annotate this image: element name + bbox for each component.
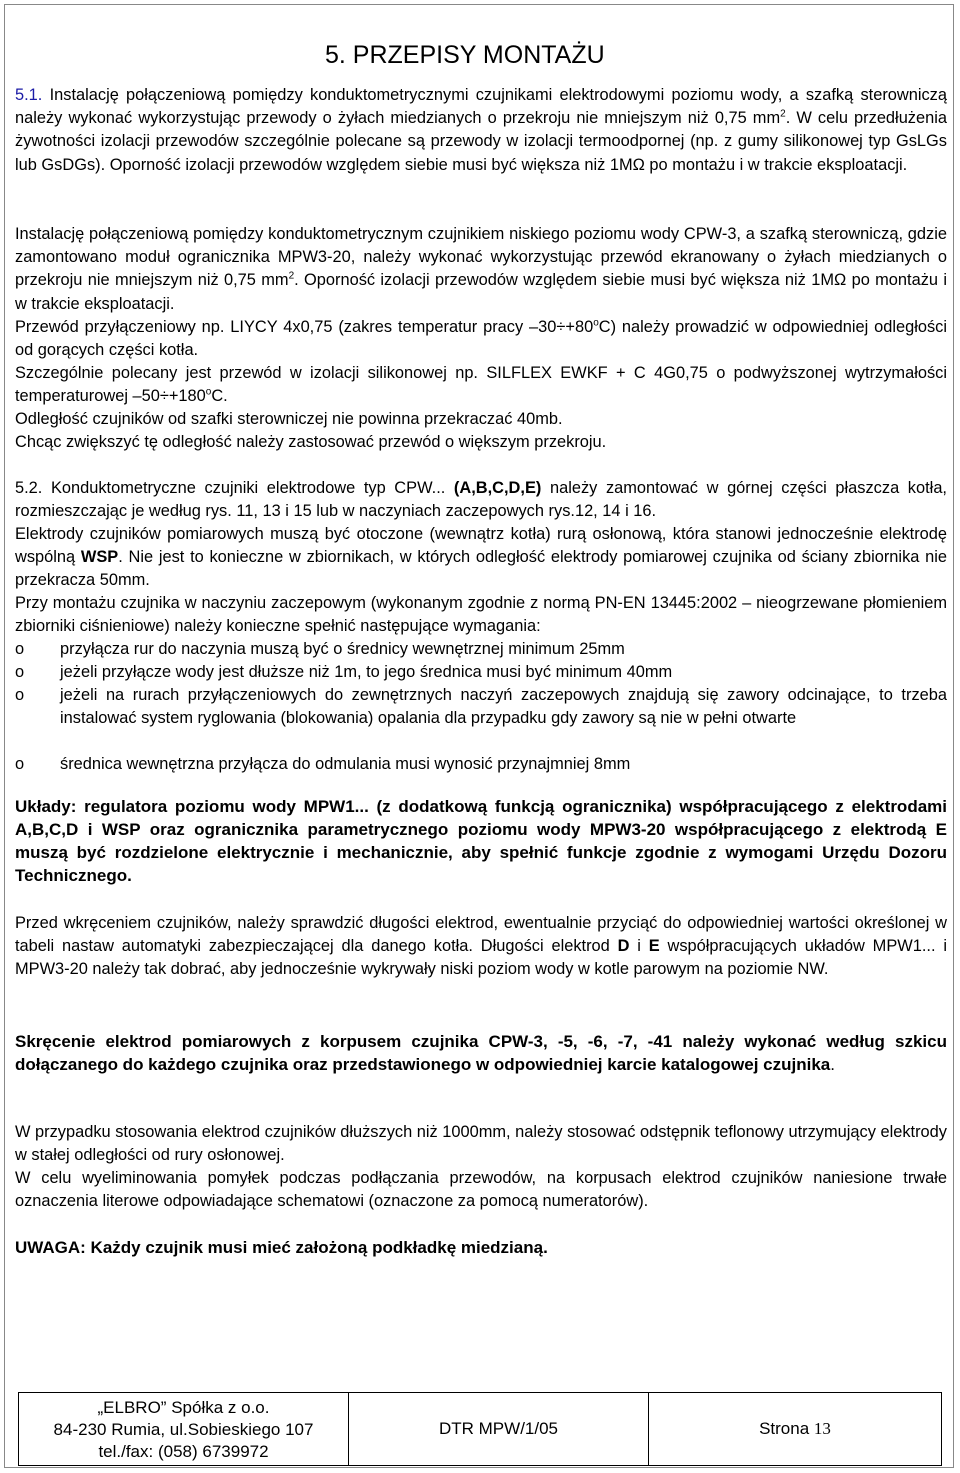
paragraph-text: . Oporność izolacji przewodów względem siebie musi być większa niż 1MΩ po montażu i w trakcie eksploatacji. — [15, 271, 947, 313]
list-item-text: przyłącza rur do naczynia muszą być o średnicy wewnętrznej minimum 25mm — [60, 640, 625, 658]
paragraph-text: współpracujących układów MPW1... i MPW3-20 należy tak dobrać, aby jednocześnie wykrywały niski poziom wody w kotle parowym na poziomie NW. — [15, 937, 947, 979]
paragraph-spacer: W przypadku stosowania elektrod czujników dłuższych niż 1000mm, należy stosować odstępnik teflonowy utrzymujący elektrody w stałej odległości od rury osłonowej. — [15, 1123, 947, 1165]
bullet-icon: o — [15, 686, 25, 704]
superscript: o — [205, 386, 212, 398]
paragraph-text: Instalację połączeniową pomiędzy konduktometrycznym czujnikiem niskiego poziomu wody CPW-3, a szafką sterowniczą, gdzie zamontowano moduł ogranicznika MPW3-20, należy wykonać wykorzystując przewód ekranowany o żyłach miedzianych o przekroju nie mniejszym niż 0,75 mm — [15, 225, 947, 290]
superscript: o — [593, 317, 599, 329]
bold-text: (A,B,C,D,E) — [453, 479, 542, 497]
document-code: DTR MPW/1/05 — [438, 1419, 559, 1438]
paragraph-distance: Odległość czujników od szafki sterowniczej nie powinna przekraczać 40mb. — [15, 410, 563, 428]
footer-doc-cell — [349, 1393, 649, 1465]
section-title: 5. PRZEPISY MONTAŻU — [325, 41, 605, 69]
paragraph-text: . — [830, 1055, 835, 1074]
paragraph-text: . Nie jest to konieczne w zbiornikach, w których odległość elektrody pomiarowej czujnika od ściany zbiornika nie przekracza 50mm. — [15, 548, 947, 590]
company-address: 84-230 Rumia, ul.Sobieskiego 107 — [53, 1420, 314, 1439]
paragraph-text: należy zamontować w górnej części płaszcza kotła, rozmieszczając je według rys. 11, 13 i 15 lub w naczyniach zaczepowych rys.12, 14 i 16. — [15, 479, 947, 521]
page-number: 13 — [813, 1419, 831, 1438]
paragraph-text: C. — [211, 387, 228, 406]
paragraph-text: 5.2. Konduktometryczne czujniki elektrodowe typ CPW... — [15, 479, 454, 497]
warning-note: UWAGA: Każdy czujnik musi mieć założoną podkładkę miedzianą. — [15, 1238, 548, 1257]
list-item-text: jeżeli przyłącze wody jest dłuższe niż 1m, to jego średnica musi być minimum 40mm — [60, 663, 673, 681]
paragraph-electrode-length — [15, 912, 947, 982]
paragraph-systems-bold: Układy: regulatora poziomu wody MPW1... (z dodatkową funkcją ogranicznika) współpracującego z elektrodami A,B,C,D i WSP oraz ogranicznika parametrycznego poziomu wody MPW3-20 współpracującego z elektrodą E muszą być rozdzielone elektrycznie i mechanicznie, aby spełnić funkcje zgodnie z wymogami Urzędu Dozoru Technicznego. — [15, 797, 947, 885]
paragraph-silflex — [15, 362, 947, 408]
paragraph-electrodes — [15, 523, 947, 593]
superscript: 2 — [780, 108, 786, 120]
list-item-text: średnica wewnętrzna przyłącza do odmulania musi wynosić przynajmniej 8mm — [60, 755, 631, 773]
paragraph-text: . W celu przedłużenia żywotności izolacji przewodów szczególnie polecane są przewody w izolacji termoodpornej (np. z gumy silikonowej typ GsLGs lub GsDGs). Oporność izolacji przewodów względem siebie musi być większa niż 1MΩ po montażu i w trakcie eksploatacji. — [15, 109, 947, 174]
paragraph-cross-section: Chcąc zwiększyć tę odległość należy zastosować przewód o większym przekroju. — [15, 433, 607, 451]
bullet-icon: o — [15, 640, 25, 658]
bold-text: WSP — [80, 548, 119, 567]
paragraph-requirements: Przy montażu czujnika w naczyniu zaczepowym (wykonanym zgodnie z normą PN-EN 13445:2002 – nieogrzewane płomieniem zbiorniki ciśnieniowe) należy konieczne spełnić następujące wymagania: — [15, 594, 947, 636]
paragraph-text: C) należy prowadzić w odpowiedniej odległości od gorących części kotła. — [15, 318, 947, 360]
paragraph-cpw3-wiring — [15, 223, 947, 316]
bullet-icon: o — [15, 663, 25, 681]
paragraph-text: Instalację połączeniową pomiędzy konduktometrycznymi czujnikami elektrodowymi poziomu wody, a szafką sterowniczą należy wykonać wykorzystując przewody o żyłach miedzianych o przekroju nie mniejszym niż 0,75 mm — [15, 86, 947, 128]
paragraph-text: Szczególnie polecany jest przewód w izolacji silikonowej np. SILFLEX EWKF + C 4G0,75 o podwyższonej wytrzymałości temperaturowej –50÷+180 — [15, 364, 947, 406]
paragraph-markings: W celu wyeliminowania pomyłek podczas podłączania przewodów, na korpusach elektrod czujników naniesione trwałe oznaczenia literowe odpowiadające schematowi (oznaczone za pomocą numeratorów). — [15, 1169, 947, 1211]
paragraph-cable-liycy — [15, 316, 947, 362]
company-phone: tel./fax: (058) 6739972 — [98, 1442, 269, 1461]
bold-text: Skręcenie elektrod pomiarowych z korpusem czujnika CPW-3, -5, -6, -7, -41 należy wykonać według szkicu dołączanego do każdego czujnika oraz przedstawionego w odpowiedniej karcie katalogowej czujnika — [15, 1032, 947, 1074]
footer-page-cell — [649, 1393, 941, 1465]
section-number: 5.1. — [15, 86, 43, 104]
page-label: Strona — [759, 1419, 810, 1438]
superscript: 2 — [288, 270, 295, 282]
paragraph-5-2 — [15, 477, 947, 523]
paragraph-text: Przewód przyłączeniowy np. LIYCY 4x0,75 (zakres temperatur pracy –30÷+80 — [15, 318, 594, 336]
bold-text: D — [617, 937, 630, 956]
paragraph-assembly — [15, 1030, 947, 1076]
bullet-icon: o — [15, 755, 25, 773]
company-name: „ELBRO” Spółka z o.o. — [97, 1398, 270, 1417]
list-item-text: jeżeli na rurach przyłączeniowych do zewnętrznych naczyń zaczepowych znajdują się zawory odcinające, to trzeba instalować system ryglowania (blokowania) opalania dla przypadku gdy zawory są nie w pełni otwarte — [60, 686, 947, 728]
paragraph-5-1 — [15, 84, 947, 177]
bold-text: E — [648, 937, 660, 956]
paragraph-text: i — [629, 937, 649, 956]
paragraph-text: Przed wkręceniem czujników, należy sprawdzić długości elektrod, ewentualnie przyciąć do odpowiedniej wartości określonej w tabeli nastaw automatyki zabezpieczającej dla danego kotła. Długości elektrod — [15, 914, 947, 956]
page-footer — [18, 1392, 942, 1466]
paragraph-text: Elektrody czujników pomiarowych muszą być otoczone (wewnątrz kotła) rurą osłonową, która stanowi jednocześnie elektrodę wspólną — [15, 525, 947, 567]
footer-company-cell — [19, 1393, 349, 1465]
